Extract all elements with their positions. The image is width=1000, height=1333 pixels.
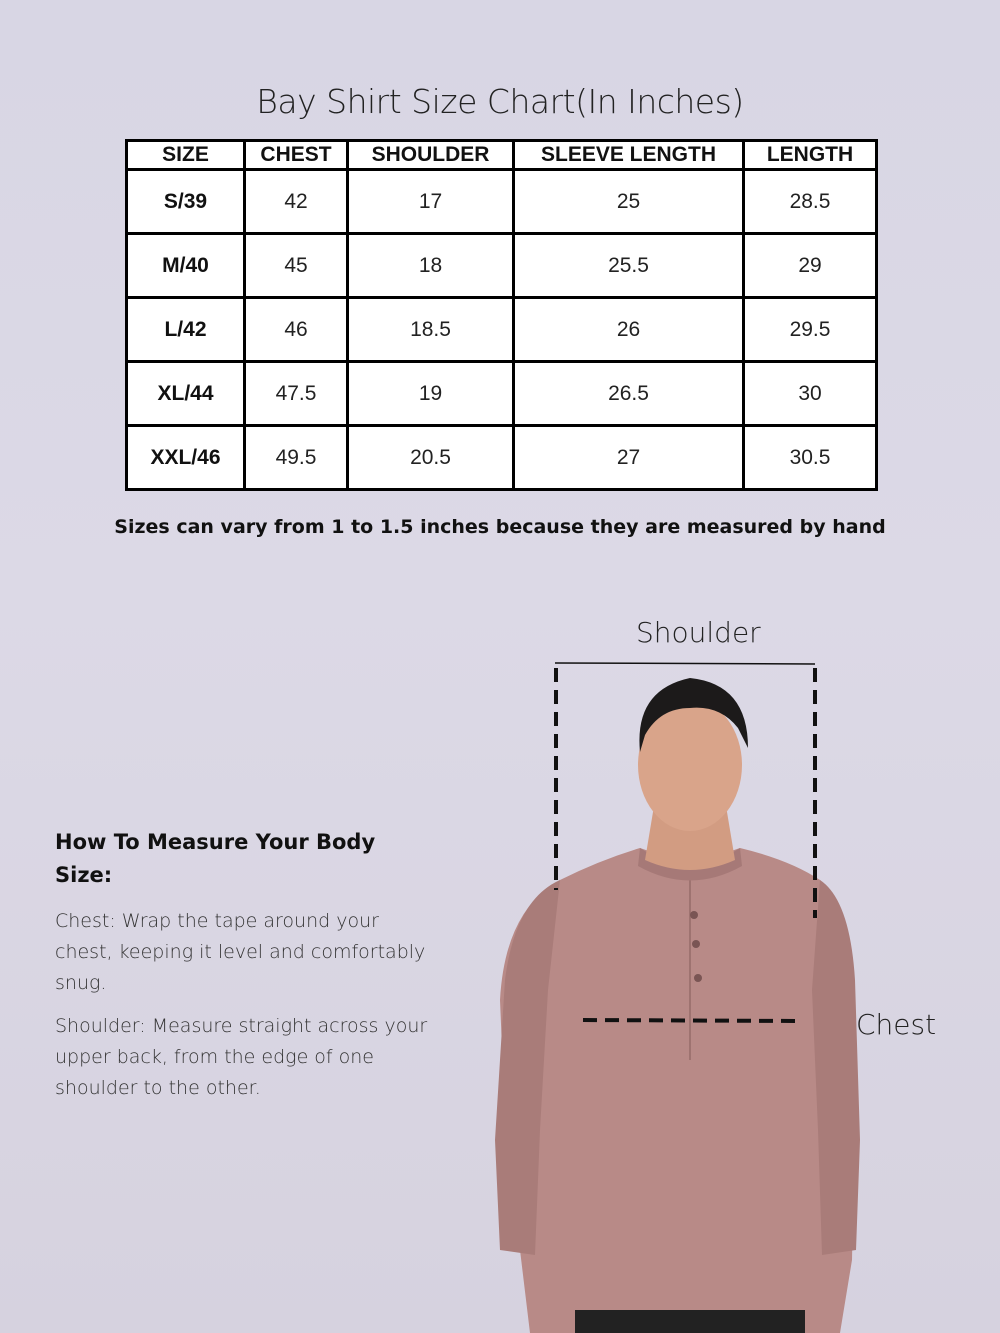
sleeve-length-cell: 27 — [514, 426, 744, 490]
size-cell: S/39 — [127, 170, 245, 234]
size-cell: XL/44 — [127, 362, 245, 426]
chest-cell: 46 — [245, 298, 348, 362]
length-cell: 29 — [744, 234, 877, 298]
sleeve-length-cell: 26 — [514, 298, 744, 362]
chest-cell: 45 — [245, 234, 348, 298]
sleeve-length-cell: 25 — [514, 170, 744, 234]
button — [692, 940, 700, 948]
table-row — [127, 170, 877, 234]
chest-label: Chest — [856, 1008, 937, 1041]
length-cell: 29.5 — [744, 298, 877, 362]
chest-cell: 47.5 — [245, 362, 348, 426]
table-header-row — [127, 141, 877, 170]
button — [694, 974, 702, 982]
size-cell: L/42 — [127, 298, 245, 362]
length-cell: 28.5 — [744, 170, 877, 234]
shoulder-cell: 17 — [348, 170, 514, 234]
table-row — [127, 426, 877, 490]
header-sleeve-length: SLEEVE LENGTH — [514, 141, 744, 170]
page-title: Bay Shirt Size Chart(In Inches) — [256, 82, 744, 121]
length-cell: 30.5 — [744, 426, 877, 490]
length-cell: 30 — [744, 362, 877, 426]
how-to-measure-section — [55, 826, 435, 1116]
table-row — [127, 298, 877, 362]
header-size: SIZE — [127, 141, 245, 170]
size-chart-table — [125, 139, 878, 491]
measurement-note: Sizes can vary from 1 to 1.5 inches because they are measured by hand — [114, 516, 886, 538]
shoulder-cell: 19 — [348, 362, 514, 426]
shoulder-cell: 18.5 — [348, 298, 514, 362]
how-to-heading: How To Measure Your Body Size: — [55, 830, 376, 887]
header-chest: CHEST — [245, 141, 348, 170]
shoulder-cell: 18 — [348, 234, 514, 298]
sleeve-length-cell: 25.5 — [514, 234, 744, 298]
shoulder-label: Shoulder — [636, 616, 761, 649]
size-cell: M/40 — [127, 234, 245, 298]
shoulder-cell: 20.5 — [348, 426, 514, 490]
header-length: LENGTH — [744, 141, 877, 170]
chest-cell: 49.5 — [245, 426, 348, 490]
shoulder-instruction: Shoulder: Measure straight across your upper back, from the edge of one shoulder to the other. — [55, 1015, 428, 1099]
chest-instruction: Chest: Wrap the tape around your chest, keeping it level and comfortably snug. — [55, 910, 426, 994]
button — [690, 911, 698, 919]
table-row — [127, 362, 877, 426]
chest-cell: 42 — [245, 170, 348, 234]
table-row — [127, 234, 877, 298]
size-cell: XXL/46 — [127, 426, 245, 490]
model-figure — [480, 640, 1000, 1333]
sleeve-length-cell: 26.5 — [514, 362, 744, 426]
header-shoulder: SHOULDER — [348, 141, 514, 170]
